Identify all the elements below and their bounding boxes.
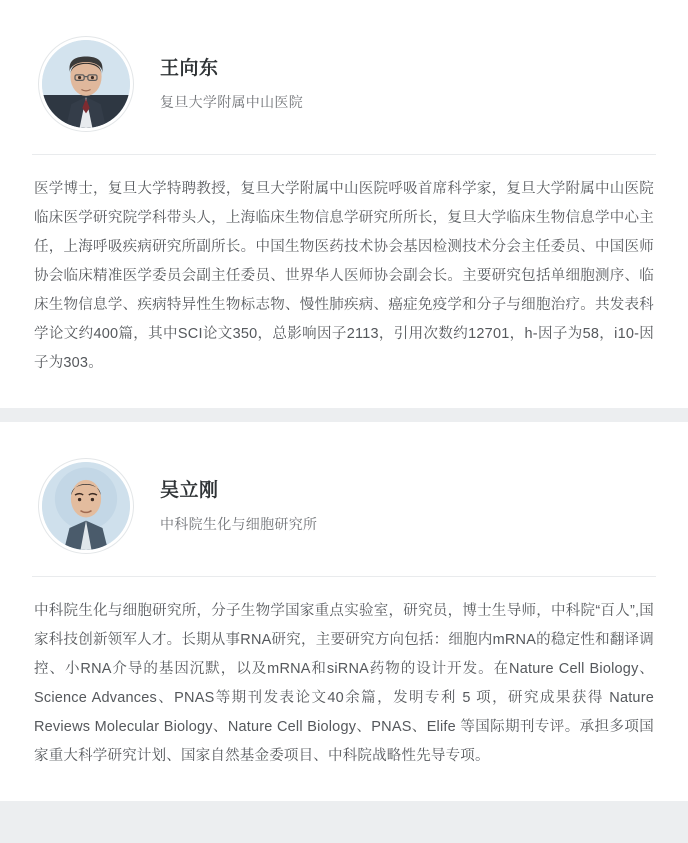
card-divider (32, 154, 656, 155)
person-bio: 医学博士，复旦大学特聘教授，复旦大学附属中山医院呼吸首席科学家，复旦大学附属中山医院临床医学研究院学科带头人，上海临床生物信息学研究所所长，复旦大学临床生物信息学中心主任，上海呼吸疾病研究所副所长。中国生物医药技术协会基因检测技术分会主任委员、中国医师协会临床精准医学委员会副主任委员、世界华人医师协会副会长。主要研究包括单细胞测序、临床生物信息学、疾病特异性生物标志物、慢性肺疾病、癌症免疫学和分子与细胞治疗。共发表科学论文约400篇，其中SCI论文350，总影响因子2113，引用次数约12701，h-因子为58，i10-因子为303。 (34, 181, 654, 371)
person-name: 王向东 (160, 58, 219, 80)
person-photo-avatar-icon (42, 462, 130, 550)
page-bottom-spacer (0, 815, 688, 843)
card-divider (32, 576, 656, 577)
avatar-2 (38, 458, 134, 554)
profile-card-1 (0, 0, 688, 408)
profile-header-2 (30, 450, 658, 576)
person-meta-1 (160, 56, 303, 112)
profile-card-2 (0, 422, 688, 801)
person-meta-2 (160, 478, 317, 534)
person-affiliation: 复旦大学附属中山医院 (160, 93, 303, 110)
person-photo-avatar-icon (42, 40, 130, 128)
person-affiliation: 中科院生化与细胞研究所 (160, 515, 318, 532)
person-name: 吴立刚 (160, 480, 219, 502)
profile-header-1 (30, 28, 658, 154)
person-bio: 中科院生化与细胞研究所，分子生物学国家重点实验室，研究员，博士生导师，中科院“百人”,国家科技创新领军人才。长期从事RNA研究，主要研究方向包括：细胞内mRNA的稳定性和翻译调控、小RNA介导的基因沉默，以及mRNA和siRNA药物的设计开发。在Nature Cell Biology、Science Advances、PNAS等期刊发表论文40余篇，发明专利 5 项，研究成果获得 Nature Reviews Molecular Biology、Nature Cell Biology、PNAS、Elife 等国际期刊专评。承担多项国家重大科学研究计划、国家自然基金委项目、中科院战略性先导专项。 (34, 603, 654, 764)
avatar-1 (38, 36, 134, 132)
